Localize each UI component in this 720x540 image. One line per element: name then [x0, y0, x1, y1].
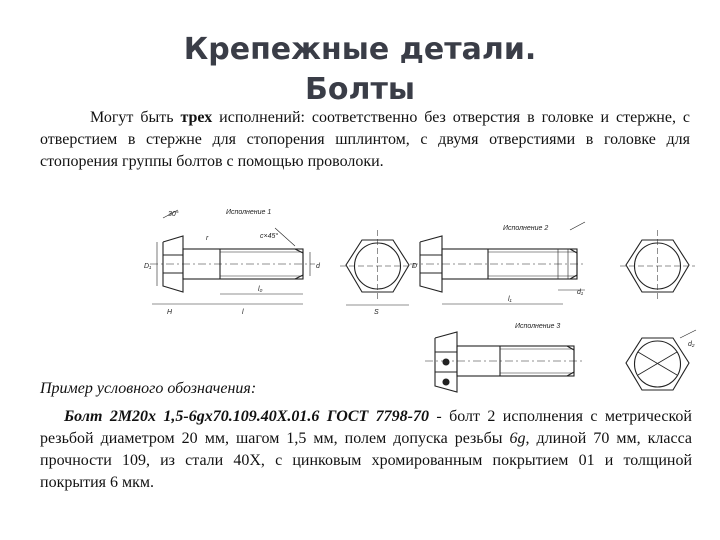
- label-d: d: [316, 263, 320, 270]
- example-paragraph: [40, 406, 692, 494]
- variant2-side-view: [410, 222, 585, 304]
- label-chamfer: c×45°: [260, 233, 279, 240]
- variant1-side-view: [150, 210, 315, 304]
- label-l1: l₁: [508, 296, 512, 303]
- example-text-1: - болт 2 исполнения с метрической резьбой диаметром 20 мм, шагом 1,5 мм, полем допуска резьбы: [40, 408, 692, 447]
- label-angle: 30°: [168, 211, 179, 218]
- label-variant3: Исполнение 3: [515, 323, 561, 330]
- example-heading: Пример условного обозначения:: [40, 380, 257, 397]
- title-line-1: Крепежные детали.: [183, 32, 537, 67]
- variant3-end-view: [626, 330, 696, 390]
- example-text-2: , длиной 70 мм, класса прочности 109, из стали 40Х, с цинковым хромированным покрытием 01 и толщиной покрытия 6 мкм.: [40, 430, 692, 491]
- label-variant1: Исполнение 1: [226, 209, 272, 216]
- label-l0: l₀: [258, 286, 263, 293]
- slide-title: [0, 30, 720, 110]
- label-l: l: [242, 309, 244, 316]
- variant1-end-view: [340, 230, 418, 305]
- intro-paragraph: [40, 107, 690, 173]
- label-D: D: [412, 263, 418, 270]
- label-d2: d₂: [688, 341, 695, 348]
- label-variant2: Исполнение 2: [503, 225, 549, 232]
- intro-after: исполнений: соответственно без отверстия в головке и стержне, с отверстием в стержне для стопорения шплинтом, с двумя отверстиями в головке для стопорения группы болтов с помощью проволоки.: [40, 109, 690, 170]
- label-H: H: [167, 309, 173, 316]
- label-D1: D₁: [144, 263, 152, 270]
- example-tolerance: 6g: [509, 430, 526, 447]
- intro-bold: трех: [180, 109, 213, 126]
- variant3-side-view: [425, 332, 582, 392]
- label-d1: d₁: [577, 289, 584, 296]
- label-S: S: [374, 309, 379, 316]
- example-designation: Болт 2М20х 1,5-6gх70.109.40Х.01.6 ГОСТ 7798-70: [64, 408, 429, 425]
- bolt-drawings-svg: [130, 200, 710, 400]
- label-r: r: [206, 235, 209, 242]
- variant2-end-view: [620, 230, 695, 302]
- bolt-drawings: [130, 200, 710, 400]
- intro-before: Могут быть: [90, 109, 181, 126]
- title-line-2: Болты: [305, 72, 415, 107]
